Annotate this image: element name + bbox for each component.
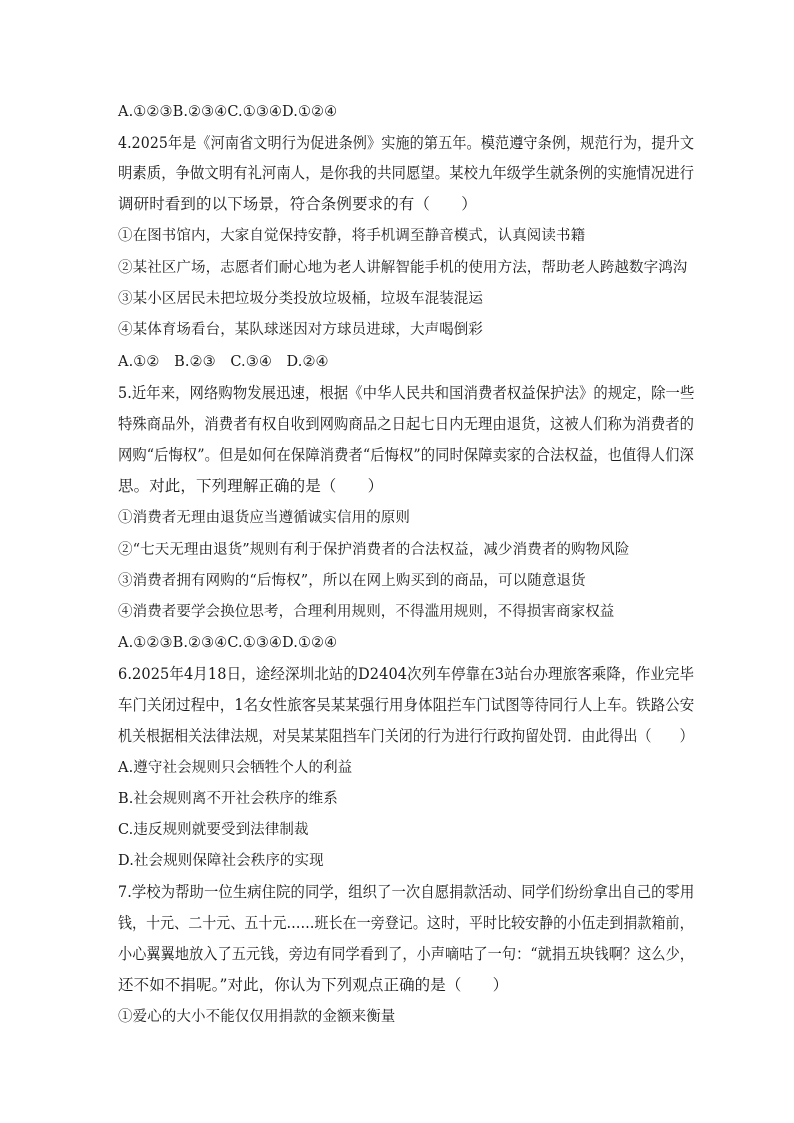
question-7-line-2: 钱，十元、二十元、五十元……班长在一旁登记。这时，平时比较安静的小伍走到捐款箱前， [118,914,694,932]
question-4-item-4: ④某体育场看台，某队球迷因对方球员进球，大声喝倒彩 [118,322,483,338]
question-4-item-1: ①在图书馆内，大家自觉保持安静，将手机调至静音模式，认真阅读书籍 [118,228,586,244]
question-4-line-2: 明素质，争做文明有礼河南人，是你我的共同愿望。某校九年级学生就条例的实施情况进行 [118,164,695,182]
question-5-item-4: ④消费者要学会换位思考，合理利用规则，不得滥用规则，不得损害商家权益 [118,604,615,620]
question-4-line-3: 调研时看到的以下场景，符合条例要求的有（ ） [118,195,477,213]
question-6-line-2: 车门关闭过程中，1名女性旅客吴某某强行用身体阻拦车门试图等待同行人上车。铁路公安 [118,696,695,714]
answer-options-q5: A.①②③B.②③④C.①③④D.①②④ [118,635,338,651]
question-6-option-d: D.社会规则保障社会秩序的实现 [118,853,324,869]
question-4-line-1: 4.2025年是《河南省文明行为促进条例》实施的第五年。模范遵守条例，规范行为，提升文 [118,134,695,152]
answer-options-q3: A.①②③B.②③④C.①③④D.①②④ [118,104,338,120]
question-7-line-4: 还不如不捐呢。”对此，你认为下列观点正确的是（ ） [118,976,509,994]
answer-options-q4: A.①② B.②③ C.③④ D.②④ [118,354,329,370]
question-7-item-1: ①爱心的大小不能仅仅用捐款的金额来衡量 [118,1009,396,1025]
question-6-line-3: 机关根据相关法律法规，对吴某某阻挡车门关闭的行为进行行政拘留处罚．由此得出（ ） [118,727,694,745]
question-6-option-a: A.遵守社会规则只会牺牲个人的利益 [118,760,353,776]
question-4-item-2: ②某社区广场，志愿者们耐心地为老人讲解智能手机的使用方法，帮助老人跨越数字鸿沟 [118,260,688,276]
question-6-line-1: 6.2025年4月18日，途经深圳北站的D2404次列车停靠在3站台办理旅客乘降，作业完毕 [118,665,695,683]
question-7-line-3: 小心翼翼地放入了五元钱，旁边有同学看到了，小声嘀咕了一句：“就捐五块钱啊？这么少， [118,945,695,963]
question-5-line-3: 网购“后悔权”。但是如何在保障消费者“后悔权”的同时保障卖家的合法权益，也值得人们深 [118,446,694,464]
question-5-item-1: ①消费者无理由退货应当遵循诚实信用的原则 [118,510,410,526]
question-7-line-1: 7.学校为帮助一位生病住院的同学，组织了一次自愿捐款活动、同学们纷纷拿出自己的零用 [118,883,695,901]
question-5-item-3: ③消费者拥有网购的“后悔权”，所以在网上购买到的商品，可以随意退货 [118,573,586,589]
question-6-option-c: C.违反规则就要受到法律制裁 [118,822,309,838]
question-5-line-1: 5.近年来，网络购物发展迅速，根据《中华人民共和国消费者权益保护法》的规定，除一些 [118,384,695,402]
question-5-item-2: ②“七天无理由退货”规则有利于保护消费者的合法权益，减少消费者的购物风险 [118,542,630,558]
question-4-item-3: ③某小区居民未把垃圾分类投放垃圾桶，垃圾车混装混运 [118,291,483,307]
question-6-option-b: B.社会规则离不开社会秩序的维系 [118,791,338,807]
question-5-line-2: 特殊商品外，消费者有权自收到网购商品之日起七日内无理由退货，这被人们称为消费者的 [118,415,695,433]
question-5-line-4: 思。对此，下列理解正确的是（ ） [118,477,384,495]
